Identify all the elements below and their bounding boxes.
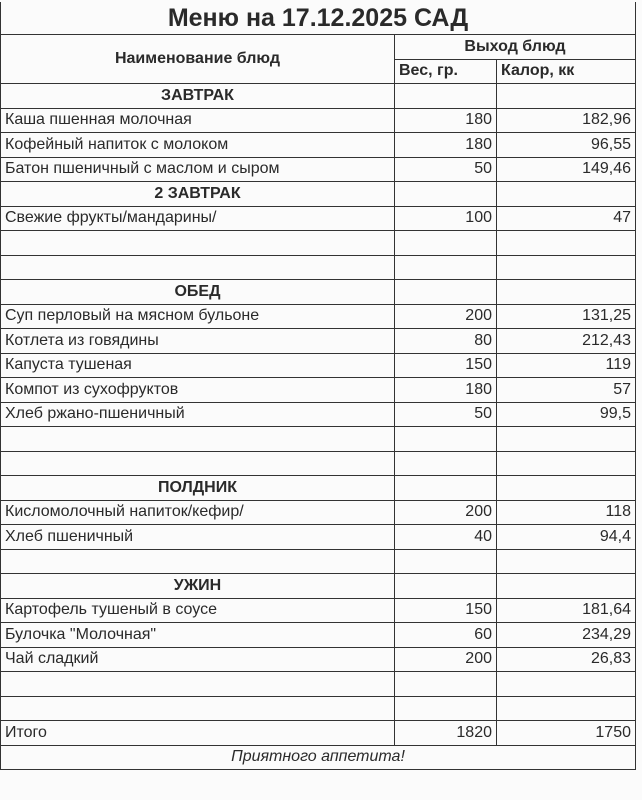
- dish-calories: 96,55: [497, 133, 636, 158]
- dish-calories: 131,25: [497, 304, 636, 329]
- empty-cell: [497, 84, 636, 109]
- dish-weight: 100: [395, 206, 497, 231]
- total-calories: 1750: [497, 721, 636, 746]
- empty-cell: [497, 427, 636, 452]
- output-group-header: Выход блюд: [395, 35, 636, 60]
- dish-calories: 149,46: [497, 157, 636, 182]
- total-row: [1, 721, 636, 746]
- dish-name: Батон пшеничный с маслом и сыром: [1, 157, 395, 182]
- footer-text: Приятного аппетита!: [1, 745, 636, 770]
- dish-name: Суп перловый на мясном бульоне: [1, 304, 395, 329]
- dish-calories: 99,5: [497, 402, 636, 427]
- dish-weight: 180: [395, 133, 497, 158]
- empty-cell: [497, 574, 636, 599]
- empty-cell: [497, 476, 636, 501]
- dish-calories: 181,64: [497, 598, 636, 623]
- calories-header: Калор, кк: [497, 59, 636, 84]
- page-title: Меню на 17.12.2025 САД: [1, 2, 636, 35]
- header-row-1: [1, 35, 636, 60]
- dish-calories: 182,96: [497, 108, 636, 133]
- empty-cell: [395, 231, 497, 256]
- table-row: [1, 133, 636, 158]
- dish-weight: 80: [395, 329, 497, 354]
- table-row: [1, 108, 636, 133]
- dish-calories: 234,29: [497, 623, 636, 648]
- dish-calories: 47: [497, 206, 636, 231]
- dish-name: Кофейный напиток с молоком: [1, 133, 395, 158]
- dish-weight: 150: [395, 598, 497, 623]
- menu-table: [0, 2, 636, 770]
- total-weight: 1820: [395, 721, 497, 746]
- empty-cell: [497, 280, 636, 305]
- dish-weight: 200: [395, 304, 497, 329]
- section-header-row: [1, 574, 636, 599]
- empty-cell: [395, 574, 497, 599]
- section-header-row: [1, 182, 636, 207]
- empty-cell: [1, 696, 395, 721]
- dish-name: Булочка "Молочная": [1, 623, 395, 648]
- table-row: [1, 206, 636, 231]
- dish-name: Котлета из говядины: [1, 329, 395, 354]
- section-header-row: [1, 84, 636, 109]
- dish-weight: 60: [395, 623, 497, 648]
- dish-name: Каша пшенная молочная: [1, 108, 395, 133]
- dish-calories: 119: [497, 353, 636, 378]
- dish-weight: 150: [395, 353, 497, 378]
- dish-name: Кисломолочный напиток/кефир/: [1, 500, 395, 525]
- table-row: [1, 304, 636, 329]
- table-row: [1, 623, 636, 648]
- empty-cell: [1, 427, 395, 452]
- empty-cell: [1, 549, 395, 574]
- empty-cell: [497, 549, 636, 574]
- empty-row: [1, 672, 636, 697]
- empty-cell: [395, 696, 497, 721]
- dish-weight: 50: [395, 157, 497, 182]
- empty-cell: [1, 451, 395, 476]
- dish-name: Свежие фрукты/мандарины/: [1, 206, 395, 231]
- table-row: [1, 353, 636, 378]
- dish-name: Компот из сухофруктов: [1, 378, 395, 403]
- empty-cell: [395, 84, 497, 109]
- empty-cell: [497, 231, 636, 256]
- empty-cell: [395, 672, 497, 697]
- table-row: [1, 378, 636, 403]
- table-row: [1, 157, 636, 182]
- section-header-row: [1, 280, 636, 305]
- empty-cell: [1, 255, 395, 280]
- footer-row: [1, 745, 636, 770]
- dish-name: Капуста тушеная: [1, 353, 395, 378]
- table-row: [1, 500, 636, 525]
- empty-row: [1, 231, 636, 256]
- empty-row: [1, 255, 636, 280]
- empty-cell: [395, 182, 497, 207]
- empty-row: [1, 427, 636, 452]
- menu-sheet: [0, 2, 635, 770]
- empty-cell: [497, 672, 636, 697]
- dish-weight: 50: [395, 402, 497, 427]
- dish-calories: 118: [497, 500, 636, 525]
- dish-weight: 180: [395, 108, 497, 133]
- table-row: [1, 329, 636, 354]
- dish-name: Хлеб пшеничный: [1, 525, 395, 550]
- empty-cell: [497, 182, 636, 207]
- empty-row: [1, 549, 636, 574]
- empty-cell: [1, 231, 395, 256]
- empty-cell: [395, 427, 497, 452]
- dish-weight: 200: [395, 647, 497, 672]
- empty-cell: [497, 451, 636, 476]
- dish-weight: 200: [395, 500, 497, 525]
- empty-cell: [395, 280, 497, 305]
- section-title: ПОЛДНИК: [1, 476, 395, 501]
- section-title: ЗАВТРАК: [1, 84, 395, 109]
- empty-cell: [395, 451, 497, 476]
- dish-calories: 94,4: [497, 525, 636, 550]
- dish-calories: 26,83: [497, 647, 636, 672]
- table-row: [1, 525, 636, 550]
- dish-name-header: Наименование блюд: [1, 35, 395, 84]
- dish-weight: 40: [395, 525, 497, 550]
- section-header-row: [1, 476, 636, 501]
- empty-row: [1, 451, 636, 476]
- table-row: [1, 598, 636, 623]
- section-title: УЖИН: [1, 574, 395, 599]
- section-title: ОБЕД: [1, 280, 395, 305]
- empty-cell: [497, 255, 636, 280]
- weight-header: Вес, гр.: [395, 59, 497, 84]
- dish-name: Чай сладкий: [1, 647, 395, 672]
- empty-cell: [1, 672, 395, 697]
- empty-cell: [497, 696, 636, 721]
- table-row: [1, 647, 636, 672]
- total-label: Итого: [1, 721, 395, 746]
- empty-cell: [395, 476, 497, 501]
- empty-row: [1, 696, 636, 721]
- dish-weight: 180: [395, 378, 497, 403]
- dish-name: Хлеб ржано-пшеничный: [1, 402, 395, 427]
- empty-cell: [395, 255, 497, 280]
- dish-calories: 212,43: [497, 329, 636, 354]
- table-row: [1, 402, 636, 427]
- section-title: 2 ЗАВТРАК: [1, 182, 395, 207]
- dish-calories: 57: [497, 378, 636, 403]
- empty-cell: [395, 549, 497, 574]
- dish-name: Картофель тушеный в соусе: [1, 598, 395, 623]
- title-row: [1, 2, 636, 35]
